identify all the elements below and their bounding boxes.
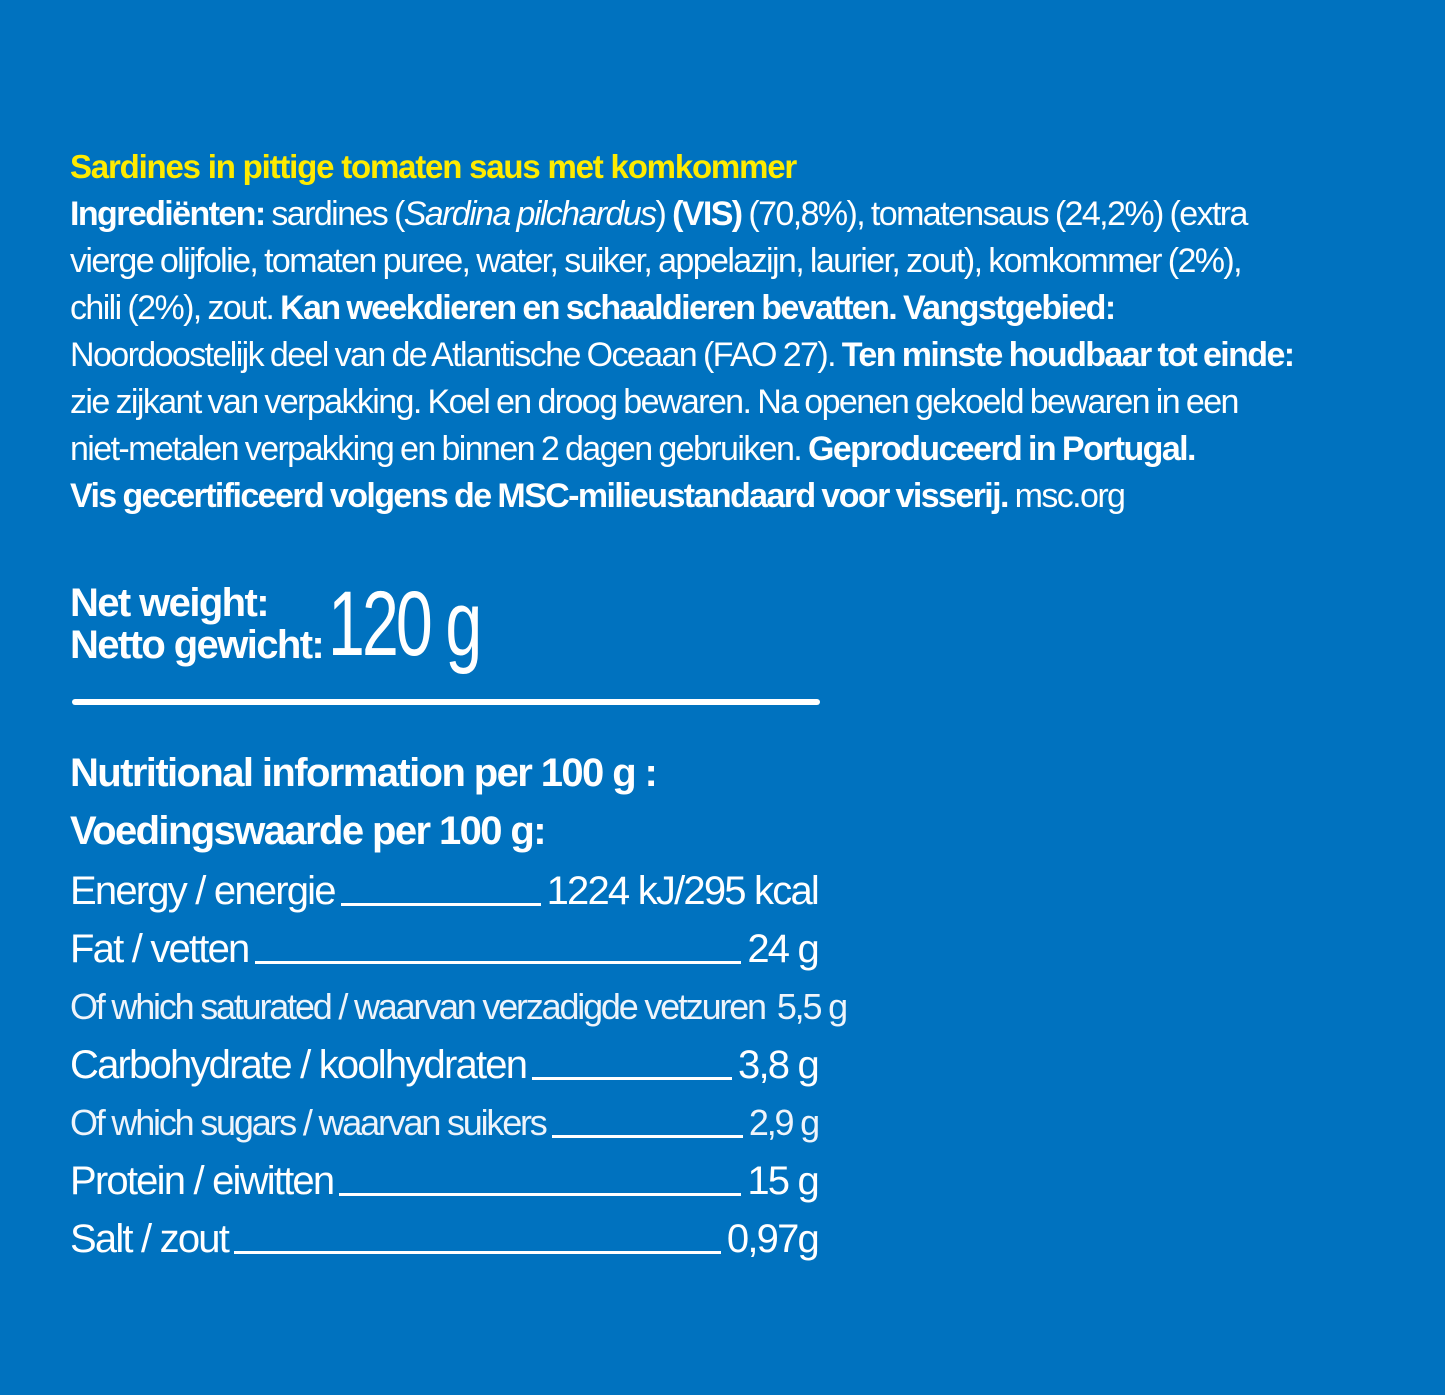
- storage-text: niet-metalen verpakking en binnen 2 dagen gebruiken.: [70, 430, 808, 468]
- nutrition-value: 1224 kJ/295 kcal: [546, 869, 818, 913]
- nutrition-value: 15 g: [747, 1159, 818, 1203]
- ingredients-line-2: [70, 238, 1370, 285]
- nutrition-row-energy: [70, 858, 818, 916]
- leader-line: [532, 1077, 732, 1080]
- ingredients-line-7: [70, 473, 1370, 520]
- nutrition-value: 24 g: [747, 927, 818, 971]
- ingredients-text: ): [655, 195, 673, 233]
- ingredients-text: sardines (: [264, 195, 404, 233]
- nutrition-value: 5,5 g: [776, 986, 846, 1027]
- nutrition-table: [70, 858, 846, 1264]
- ingredients-label: Ingrediënten:: [70, 195, 265, 233]
- nutrition-heading: [70, 744, 656, 860]
- leader-line: [552, 1135, 743, 1138]
- origin-statement: Geproduceerd in Portugal.: [808, 430, 1195, 468]
- allergen-label: (VIS): [672, 195, 742, 233]
- best-before-label: Ten minste houdbaar tot einde:: [841, 336, 1294, 374]
- ingredients-line-1: [70, 191, 1370, 238]
- ingredients-text: (70,8%), tomatensaus (24,2%) (extra: [741, 195, 1247, 233]
- nutrition-value: 2,9 g: [748, 1102, 818, 1143]
- ingredients-line-3: [70, 285, 1370, 332]
- net-weight-value: 120 g: [328, 573, 480, 675]
- msc-url: msc.org: [1007, 477, 1125, 515]
- nutrition-label: Of which sugars / waarvan suikers: [70, 1102, 546, 1143]
- nutrition-label: Carbohydrate / koolhydraten: [70, 1043, 527, 1087]
- leader-line: [234, 1251, 721, 1254]
- nutrition-value: 3,8 g: [738, 1043, 818, 1087]
- nutrition-row-saturated: [70, 974, 846, 1032]
- leader-line: [341, 903, 541, 906]
- msc-statement: Vis gecertificeerd volgens de MSC-milieustandaard voor visserij.: [70, 477, 1008, 515]
- storage-text: zie zijkant van verpakking. Koel en droog bewaren. Na openen gekoeld bewaren in een: [70, 383, 1238, 421]
- ingredients-text: vierge olijfolie, tomaten puree, water, suiker, appelazijn, laurier, zout), komkommer (2%),: [70, 242, 1241, 280]
- ingredients-line-4: [70, 332, 1370, 379]
- nutrition-heading-nl: Voedingswaarde per 100 g:: [70, 809, 545, 853]
- nutrition-value: 0,97g: [726, 1217, 818, 1261]
- nutrition-row-fat: [70, 916, 818, 974]
- nutrition-label: Salt / zout: [70, 1217, 229, 1261]
- divider: [72, 699, 820, 705]
- ingredients-text: chili (2%), zout.: [70, 289, 281, 327]
- latin-name: Sardina pilchardus: [403, 195, 656, 233]
- nutrition-label: Protein / eiwitten: [70, 1159, 334, 1203]
- net-weight-label-en: Net weight:: [70, 581, 268, 625]
- nutrition-row-salt: [70, 1206, 818, 1264]
- ingredients-line-5: [70, 379, 1370, 426]
- ingredients-block: [70, 191, 1370, 520]
- nutrition-row-carbohydrate: [70, 1032, 818, 1090]
- nutrition-row-protein: [70, 1148, 818, 1206]
- allergy-warning: Kan weekdieren en schaaldieren bevatten.: [280, 289, 897, 327]
- nutrition-label: Energy / energie: [70, 869, 335, 913]
- leader-line: [339, 1193, 741, 1196]
- net-weight-label-nl: Netto gewicht:: [70, 623, 324, 667]
- net-weight-labels: [70, 582, 323, 666]
- product-title: Sardines in pittige tomaten saus met komkommer: [70, 148, 797, 185]
- nutrition-label: Of which saturated / waarvan verzadigde vetzuren: [70, 986, 765, 1027]
- leader-line: [255, 961, 742, 964]
- catch-area-label: Vangstgebied:: [896, 289, 1115, 327]
- nutrition-label: Fat / vetten: [70, 927, 249, 971]
- nutrition-heading-en: Nutritional information per 100 g :: [70, 751, 657, 795]
- ingredients-line-6: [70, 426, 1370, 473]
- nutrition-row-sugars: [70, 1090, 818, 1148]
- catch-area-text: Noordoostelijk deel van de Atlantische Oceaan (FAO 27).: [70, 336, 842, 374]
